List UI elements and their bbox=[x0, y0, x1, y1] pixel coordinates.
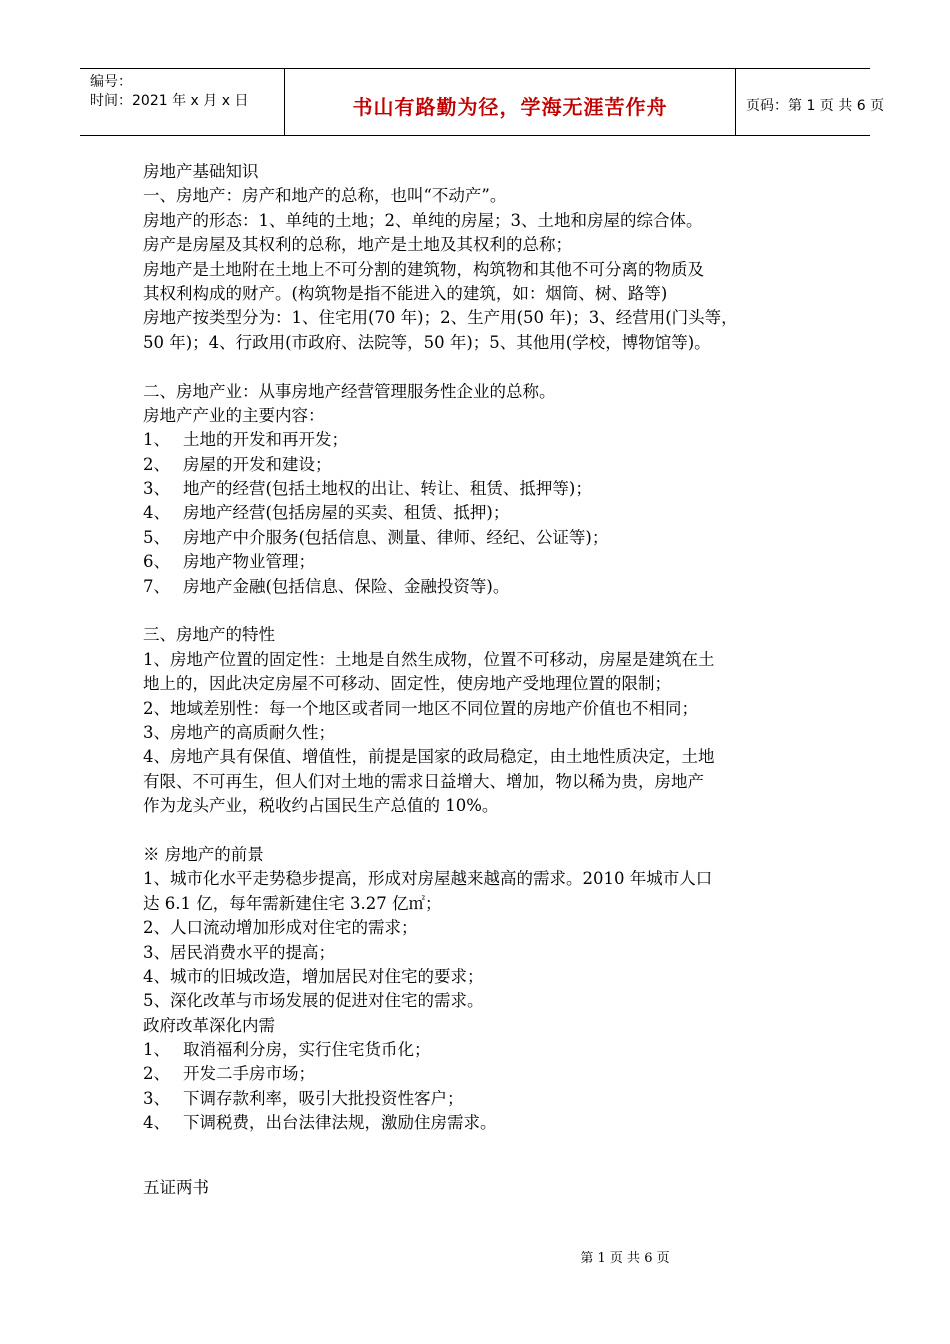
list-text: 地产的经营(包括土地权的出让、转让、租赁、抵押等)； bbox=[183, 479, 592, 499]
list-item bbox=[143, 575, 823, 599]
doc-title: 房地产基础知识 bbox=[143, 162, 259, 181]
spacer bbox=[143, 1136, 823, 1176]
list-number: 1、 bbox=[143, 430, 170, 450]
list-number: 7、 bbox=[143, 576, 170, 596]
paragraph-line: 2、地域差别性：每一个地区或者同一地区不同位置的房地产价值也不相同； bbox=[143, 698, 698, 718]
list-text: 开发二手房市场； bbox=[183, 1064, 315, 1084]
list-item bbox=[143, 477, 823, 501]
section-heading: 五证两书 bbox=[143, 1177, 209, 1197]
list-number: 3、 bbox=[143, 1088, 170, 1108]
header-meta bbox=[80, 69, 284, 135]
list-item bbox=[143, 1062, 823, 1086]
number-label: 编号： bbox=[90, 74, 132, 90]
paragraph-line: 4、房地产具有保值、增值性，前提是国家的政局稳定，由土地性质决定，土地 bbox=[143, 747, 715, 767]
list-item bbox=[143, 428, 823, 452]
list-number: 4、 bbox=[143, 503, 170, 523]
page-footer: 第 1 页 共 6 页 bbox=[580, 1251, 670, 1266]
paragraph-line: 2、人口流动增加形成对住宅的需求； bbox=[143, 918, 418, 938]
spacer bbox=[143, 819, 823, 843]
list-number: 1、 bbox=[143, 1040, 170, 1060]
list-item bbox=[143, 501, 823, 525]
section-heading: 三、房地产的特性 bbox=[143, 625, 275, 645]
list-item bbox=[143, 550, 823, 574]
page-info: 页码：第 1 页 共 6 页 bbox=[746, 98, 885, 114]
list-text: 下调存款利率，吸引大批投资性客户； bbox=[183, 1088, 464, 1108]
paragraph-line: 50 年)；4、行政用(市政府、法院等，50 年)；5、其他用(学校，博物馆等)。 bbox=[143, 332, 711, 352]
section-subheading: 房地产产业的主要内容： bbox=[143, 405, 325, 425]
list-text: 房地产中介服务(包括信息、测量、律师、经纪、公证等)； bbox=[183, 527, 609, 547]
list-text: 下调税费，出台法律法规，激励住房需求。 bbox=[183, 1113, 497, 1133]
motto: 书山有路勤为径，学海无涯苦作舟 bbox=[352, 95, 668, 119]
paragraph-line: 作为龙头产业，税收约占国民生产总值的 10%。 bbox=[143, 796, 499, 816]
paragraph-line: 1、房地产位置的固定性：土地是自然生成物，位置不可移动，房屋是建筑在土 bbox=[143, 649, 715, 669]
paragraph-line: 政府改革深化内需 bbox=[143, 1015, 275, 1035]
spacer bbox=[143, 599, 823, 623]
paragraph-line: 3、房地产的高质耐久性； bbox=[143, 722, 335, 742]
list-number: 2、 bbox=[143, 454, 170, 474]
list-text: 取消福利分房，实行住宅货币化； bbox=[183, 1040, 431, 1060]
page-header bbox=[80, 68, 885, 136]
list-text: 房地产经营(包括房屋的买卖、租赁、抵押)； bbox=[183, 503, 510, 523]
list-number: 4、 bbox=[143, 1113, 170, 1133]
list-item bbox=[143, 453, 823, 477]
list-text: 房地产物业管理； bbox=[183, 552, 315, 572]
list-number: 5、 bbox=[143, 527, 170, 547]
paragraph-line: 1、城市化水平走势稳步提高，形成对房屋越来越高的需求。2010 年城市人口 bbox=[143, 869, 713, 889]
paragraph-line: 达 6.1 亿，每年需新建住宅 3.27 亿㎡； bbox=[143, 893, 442, 913]
list-text: 房地产金融(包括信息、保险、金融投资等)。 bbox=[183, 576, 510, 596]
list-text: 房屋的开发和建设； bbox=[183, 454, 332, 474]
paragraph-line: 一、房地产：房产和地产的总称，也叫“不动产”。 bbox=[143, 186, 507, 206]
paragraph-line: 4、城市的旧城改造，增加居民对住宅的要求； bbox=[143, 966, 484, 986]
paragraph-line: 5、深化改革与市场发展的促进对住宅的需求。 bbox=[143, 991, 484, 1011]
list-item bbox=[143, 1087, 823, 1111]
paragraph-line: 其权利构成的财产。(构筑物是指不能进入的建筑，如：烟筒、树、路等) bbox=[143, 283, 668, 303]
section-heading: 二、房地产业：从事房地产经营管理服务性企业的总称。 bbox=[143, 381, 556, 401]
list-number: 2、 bbox=[143, 1064, 170, 1084]
section-heading: ※ 房地产的前景 bbox=[143, 844, 264, 864]
paragraph-line: 房地产是土地附在土地上不可分割的建筑物，构筑物和其他不可分离的物质及 bbox=[143, 259, 704, 279]
list-item bbox=[143, 526, 823, 550]
time-label: 时间：2021 年 x 月 x 日 bbox=[90, 93, 249, 109]
paragraph-line: 地上的，因此决定房屋不可移动、固定性，使房地产受地理位置的限制； bbox=[143, 674, 671, 694]
paragraph-line: 房地产按类型分为：1、住宅用(70 年)；2、生产用(50 年)；3、经营用(门头等， bbox=[143, 308, 738, 328]
header-motto-cell bbox=[284, 69, 736, 135]
paragraph-line: 房产是房屋及其权利的总称，地产是土地及其权利的总称； bbox=[143, 235, 572, 255]
header-page-cell bbox=[736, 69, 885, 135]
spacer bbox=[143, 355, 823, 379]
list-item bbox=[143, 1111, 823, 1135]
list-item bbox=[143, 1038, 823, 1062]
list-number: 6、 bbox=[143, 552, 170, 572]
document-body bbox=[143, 160, 823, 1200]
paragraph-line: 3、居民消费水平的提高； bbox=[143, 942, 335, 962]
list-text: 土地的开发和再开发； bbox=[183, 430, 348, 450]
paragraph-line: 房地产的形态：1、单纯的土地；2、单纯的房屋；3、土地和房屋的综合体。 bbox=[143, 210, 703, 230]
paragraph-line: 有限、不可再生，但人们对土地的需求日益增大、增加，物以稀为贵，房地产 bbox=[143, 771, 704, 791]
list-number: 3、 bbox=[143, 479, 170, 499]
